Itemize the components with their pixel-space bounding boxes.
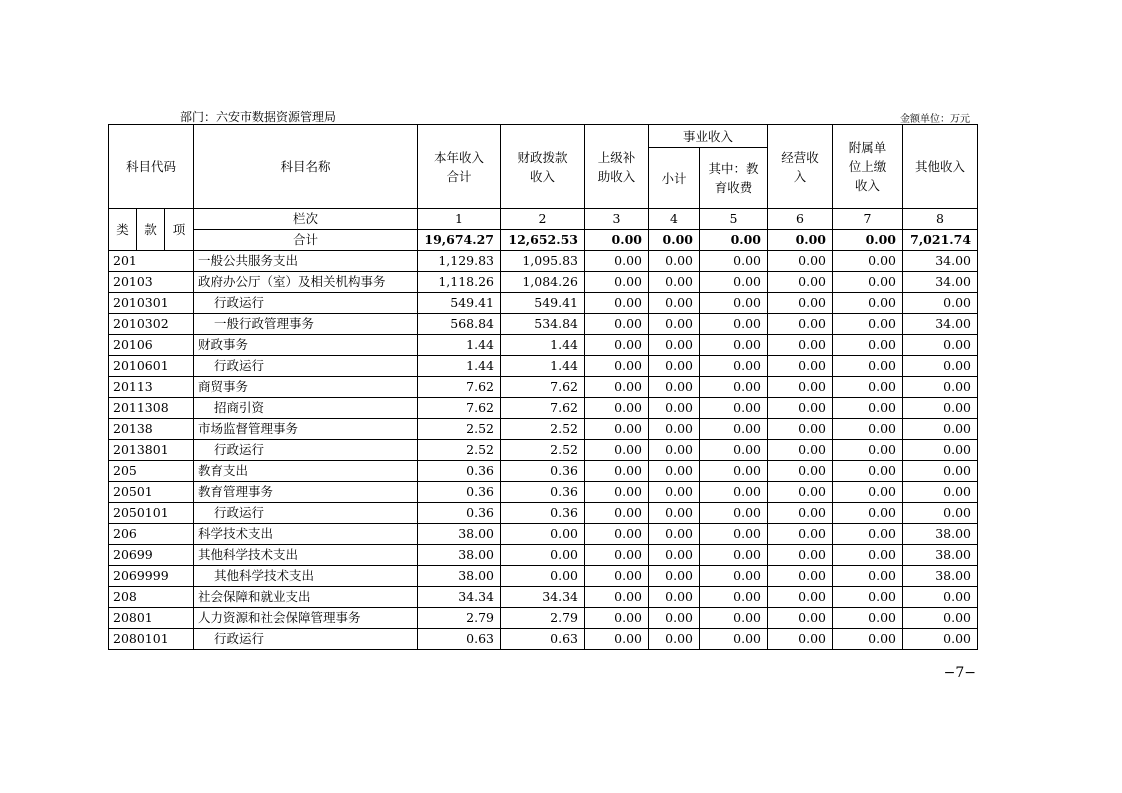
row-value: 0.36	[418, 503, 501, 524]
row-name: 行政运行	[194, 356, 418, 377]
row-value: 0.00	[585, 503, 649, 524]
row-value: 1.44	[501, 356, 585, 377]
row-name: 一般行政管理事务	[194, 314, 418, 335]
row-value: 0.00	[649, 587, 700, 608]
col-num: 2	[501, 209, 585, 230]
row-value: 0.00	[700, 272, 768, 293]
row-value: 0.00	[700, 356, 768, 377]
row-value: 0.00	[501, 524, 585, 545]
row-value: 0.00	[768, 587, 833, 608]
row-name: 商贸事务	[194, 377, 418, 398]
row-value: 34.34	[418, 587, 501, 608]
row-value: 0.00	[501, 566, 585, 587]
row-value: 0.00	[585, 545, 649, 566]
row-value: 34.00	[903, 251, 978, 272]
row-value: 0.00	[833, 356, 903, 377]
row-value: 38.00	[418, 566, 501, 587]
col-num: 1	[418, 209, 501, 230]
total-value: 0.00	[649, 230, 700, 251]
row-code: 205	[109, 461, 194, 482]
row-value: 0.00	[585, 566, 649, 587]
row-value: 0.00	[833, 545, 903, 566]
row-value: 0.00	[903, 293, 978, 314]
row-value: 34.00	[903, 272, 978, 293]
row-value: 0.00	[768, 545, 833, 566]
row-value: 0.00	[585, 419, 649, 440]
row-value: 0.00	[768, 377, 833, 398]
row-value: 0.00	[833, 524, 903, 545]
row-value: 0.00	[585, 587, 649, 608]
row-value: 0.00	[833, 335, 903, 356]
row-value: 0.00	[585, 461, 649, 482]
row-value: 0.00	[768, 356, 833, 377]
header-total: 本年收入合计	[418, 125, 501, 209]
row-value: 0.63	[501, 629, 585, 650]
row-value: 0.36	[418, 482, 501, 503]
row-name: 行政运行	[194, 440, 418, 461]
row-value: 0.00	[833, 482, 903, 503]
table-row	[109, 566, 978, 587]
total-row	[109, 230, 978, 251]
row-value: 7.62	[501, 398, 585, 419]
row-name: 行政运行	[194, 629, 418, 650]
row-value: 0.00	[585, 629, 649, 650]
row-value: 0.00	[700, 314, 768, 335]
row-value: 0.36	[501, 482, 585, 503]
row-value: 0.00	[833, 251, 903, 272]
row-value: 1,095.83	[501, 251, 585, 272]
row-value: 0.00	[585, 608, 649, 629]
row-value: 0.00	[700, 251, 768, 272]
row-value: 0.00	[700, 419, 768, 440]
table-row	[109, 293, 978, 314]
row-code: 206	[109, 524, 194, 545]
header-lanci: 栏次	[194, 209, 418, 230]
row-value: 0.36	[501, 503, 585, 524]
row-name: 教育支出	[194, 461, 418, 482]
table-row	[109, 503, 978, 524]
row-value: 0.00	[903, 461, 978, 482]
row-value: 38.00	[418, 545, 501, 566]
header-name: 科目名称	[194, 125, 418, 209]
row-value: 38.00	[903, 545, 978, 566]
row-value: 568.84	[418, 314, 501, 335]
row-value: 0.00	[700, 503, 768, 524]
row-value: 549.41	[501, 293, 585, 314]
row-value: 0.00	[903, 440, 978, 461]
row-value: 0.00	[903, 377, 978, 398]
row-value: 0.00	[768, 419, 833, 440]
row-code: 20138	[109, 419, 194, 440]
row-value: 0.00	[585, 251, 649, 272]
row-value: 0.00	[903, 482, 978, 503]
row-value: 2.52	[501, 419, 585, 440]
row-name: 一般公共服务支出	[194, 251, 418, 272]
row-value: 0.00	[649, 524, 700, 545]
row-name: 人力资源和社会保障管理事务	[194, 608, 418, 629]
row-value: 0.00	[768, 314, 833, 335]
table-row	[109, 335, 978, 356]
row-value: 0.00	[833, 608, 903, 629]
column-number-row	[109, 209, 978, 230]
header-xiang: 项	[165, 209, 194, 251]
row-value: 0.00	[903, 356, 978, 377]
total-value: 12,652.53	[501, 230, 585, 251]
table-row	[109, 440, 978, 461]
department-label: 部门：六安市数据资源管理局	[180, 110, 337, 124]
row-code: 20106	[109, 335, 194, 356]
row-code: 20801	[109, 608, 194, 629]
row-value: 0.00	[585, 356, 649, 377]
row-value: 0.00	[649, 440, 700, 461]
row-value: 0.00	[585, 377, 649, 398]
row-code: 2010601	[109, 356, 194, 377]
row-value: 0.00	[585, 398, 649, 419]
row-value: 0.00	[649, 314, 700, 335]
unit-label: 金额单位：万元	[900, 114, 970, 125]
row-name: 招商引资	[194, 398, 418, 419]
row-value: 0.00	[649, 419, 700, 440]
row-value: 0.00	[833, 314, 903, 335]
row-code: 2080101	[109, 629, 194, 650]
table-row	[109, 272, 978, 293]
row-value: 0.00	[585, 440, 649, 461]
col-num: 4	[649, 209, 700, 230]
row-value: 0.63	[418, 629, 501, 650]
row-value: 0.00	[700, 461, 768, 482]
row-value: 0.00	[649, 503, 700, 524]
row-value: 0.00	[700, 377, 768, 398]
row-value: 0.00	[833, 587, 903, 608]
row-value: 0.00	[768, 566, 833, 587]
row-value: 0.00	[585, 335, 649, 356]
row-value: 0.00	[649, 566, 700, 587]
table-row	[109, 461, 978, 482]
row-value: 0.36	[501, 461, 585, 482]
row-value: 7.62	[418, 398, 501, 419]
row-value: 38.00	[418, 524, 501, 545]
row-value: 1,129.83	[418, 251, 501, 272]
row-value: 0.00	[700, 293, 768, 314]
row-value: 0.00	[833, 503, 903, 524]
total-value: 19,674.27	[418, 230, 501, 251]
row-value: 0.00	[903, 608, 978, 629]
header-edu: 其中：教育收费	[700, 148, 768, 209]
table-row	[109, 419, 978, 440]
row-value: 534.84	[501, 314, 585, 335]
row-value: 0.00	[768, 482, 833, 503]
row-code: 2010301	[109, 293, 194, 314]
row-value: 0.00	[700, 398, 768, 419]
row-value: 0.00	[833, 419, 903, 440]
row-value: 0.00	[649, 293, 700, 314]
row-value: 0.00	[903, 503, 978, 524]
row-value: 0.00	[833, 377, 903, 398]
row-value: 0.00	[768, 440, 833, 461]
header-fiscal: 财政拨款收入	[501, 125, 585, 209]
row-name: 社会保障和就业支出	[194, 587, 418, 608]
row-name: 其他科学技术支出	[194, 566, 418, 587]
row-value: 1,118.26	[418, 272, 501, 293]
row-value: 0.00	[585, 314, 649, 335]
total-value: 7,021.74	[903, 230, 978, 251]
row-value: 34.00	[903, 314, 978, 335]
table-row	[109, 629, 978, 650]
row-value: 0.00	[649, 608, 700, 629]
row-name: 教育管理事务	[194, 482, 418, 503]
header-affiliated: 附属单位上缴收入	[833, 125, 903, 209]
row-name: 其他科学技术支出	[194, 545, 418, 566]
row-value: 0.00	[649, 482, 700, 503]
row-code: 208	[109, 587, 194, 608]
table-row	[109, 545, 978, 566]
row-value: 0.00	[768, 335, 833, 356]
row-value: 0.00	[768, 272, 833, 293]
row-value: 1.44	[418, 335, 501, 356]
row-value: 0.00	[649, 251, 700, 272]
header-operating: 经营收入	[768, 125, 833, 209]
row-code: 201	[109, 251, 194, 272]
row-value: 0.00	[903, 398, 978, 419]
row-code: 2013801	[109, 440, 194, 461]
row-value: 7.62	[418, 377, 501, 398]
row-value: 0.00	[700, 566, 768, 587]
row-value: 0.00	[700, 545, 768, 566]
table-row	[109, 377, 978, 398]
header-kuan: 款	[137, 209, 165, 251]
table-row	[109, 356, 978, 377]
row-value: 0.00	[649, 629, 700, 650]
total-value: 0.00	[833, 230, 903, 251]
header-code: 科目代码	[109, 125, 194, 209]
row-value: 2.79	[501, 608, 585, 629]
row-code: 2010302	[109, 314, 194, 335]
row-value: 0.00	[903, 335, 978, 356]
header-subtotal: 小计	[649, 148, 700, 209]
row-value: 1.44	[501, 335, 585, 356]
row-value: 1.44	[418, 356, 501, 377]
row-value: 0.00	[700, 608, 768, 629]
row-value: 0.00	[585, 482, 649, 503]
table-row	[109, 251, 978, 272]
row-value: 549.41	[418, 293, 501, 314]
row-value: 0.00	[585, 524, 649, 545]
col-num: 8	[903, 209, 978, 230]
row-code: 20699	[109, 545, 194, 566]
row-code: 20501	[109, 482, 194, 503]
row-code: 20113	[109, 377, 194, 398]
row-code: 20103	[109, 272, 194, 293]
row-value: 0.00	[649, 335, 700, 356]
row-value: 0.00	[833, 461, 903, 482]
row-value: 0.00	[501, 545, 585, 566]
row-value: 0.00	[700, 587, 768, 608]
row-value: 1,084.26	[501, 272, 585, 293]
table-row	[109, 314, 978, 335]
row-value: 0.00	[700, 482, 768, 503]
total-value: 0.00	[585, 230, 649, 251]
col-num: 3	[585, 209, 649, 230]
row-value: 2.52	[418, 440, 501, 461]
row-value: 0.00	[700, 440, 768, 461]
row-value: 0.00	[585, 272, 649, 293]
header-upper: 上级补助收入	[585, 125, 649, 209]
row-value: 0.00	[700, 524, 768, 545]
row-value: 0.00	[700, 629, 768, 650]
row-value: 38.00	[903, 566, 978, 587]
page-number: −7−	[943, 665, 976, 681]
table-row	[109, 398, 978, 419]
row-value: 0.00	[903, 629, 978, 650]
row-name: 行政运行	[194, 293, 418, 314]
total-label: 合计	[194, 230, 418, 251]
col-num: 5	[700, 209, 768, 230]
total-value: 0.00	[700, 230, 768, 251]
row-value: 0.00	[768, 293, 833, 314]
table-row	[109, 608, 978, 629]
row-name: 财政事务	[194, 335, 418, 356]
total-value: 0.00	[768, 230, 833, 251]
row-value: 0.00	[833, 398, 903, 419]
row-value: 0.00	[649, 545, 700, 566]
row-value: 0.00	[768, 503, 833, 524]
row-value: 0.00	[768, 398, 833, 419]
income-table	[108, 124, 978, 650]
row-value: 0.00	[903, 419, 978, 440]
row-value: 0.00	[833, 440, 903, 461]
table-row	[109, 482, 978, 503]
col-num: 6	[768, 209, 833, 230]
row-value: 2.52	[501, 440, 585, 461]
row-code: 2069999	[109, 566, 194, 587]
row-value: 0.00	[833, 272, 903, 293]
row-name: 政府办公厅（室）及相关机构事务	[194, 272, 418, 293]
header-row-1	[109, 125, 978, 148]
row-value: 0.00	[768, 461, 833, 482]
row-value: 0.00	[833, 566, 903, 587]
row-value: 0.36	[418, 461, 501, 482]
row-value: 38.00	[903, 524, 978, 545]
table-row	[109, 587, 978, 608]
row-value: 0.00	[833, 293, 903, 314]
header-lei: 类	[109, 209, 137, 251]
row-value: 7.62	[501, 377, 585, 398]
col-num: 7	[833, 209, 903, 230]
row-value: 0.00	[585, 293, 649, 314]
row-value: 0.00	[768, 629, 833, 650]
row-value: 0.00	[833, 629, 903, 650]
row-value: 0.00	[649, 377, 700, 398]
row-name: 行政运行	[194, 503, 418, 524]
header-other: 其他收入	[903, 125, 978, 209]
header-business: 事业收入	[649, 125, 768, 148]
row-value: 0.00	[768, 524, 833, 545]
row-value: 2.79	[418, 608, 501, 629]
row-name: 科学技术支出	[194, 524, 418, 545]
row-code: 2011308	[109, 398, 194, 419]
row-value: 0.00	[768, 608, 833, 629]
row-value: 2.52	[418, 419, 501, 440]
row-value: 34.34	[501, 587, 585, 608]
row-value: 0.00	[649, 356, 700, 377]
row-code: 2050101	[109, 503, 194, 524]
row-value: 0.00	[700, 335, 768, 356]
row-name: 市场监督管理事务	[194, 419, 418, 440]
table-row	[109, 524, 978, 545]
row-value: 0.00	[903, 587, 978, 608]
row-value: 0.00	[649, 272, 700, 293]
row-value: 0.00	[649, 461, 700, 482]
row-value: 0.00	[649, 398, 700, 419]
row-value: 0.00	[768, 251, 833, 272]
